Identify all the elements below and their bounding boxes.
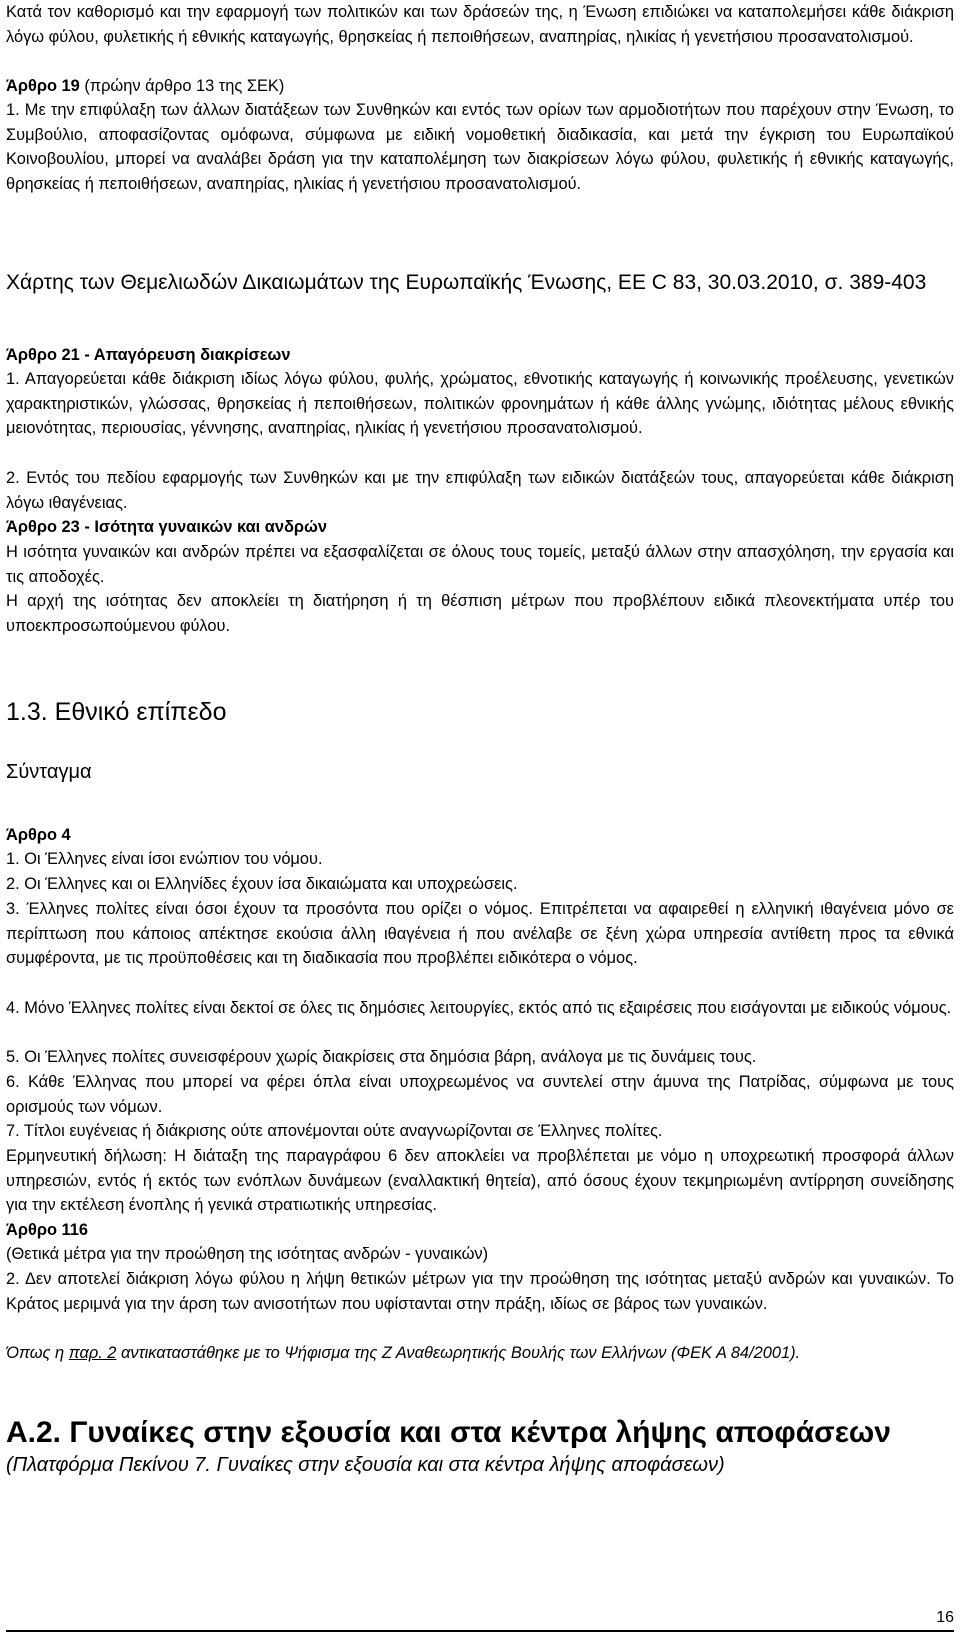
amendment-note-prefix: Όπως η xyxy=(6,1344,69,1362)
section-a2-subheading: (Πλατφόρμα Πεκίνου 7. Γυναίκες στην εξουσία και στα κέντρα λήψης αποφάσεων) xyxy=(6,1454,725,1476)
article-21-title: Άρθρο 21 - Απαγόρευση διακρίσεων xyxy=(6,346,291,364)
article-23-paragraph-2: Η αρχή της ισότητας δεν αποκλείει τη διατήρηση ή τη θέσπιση μέτρων που προβλέπουν ειδικά πλεονεκτήματα υπέρ του υποεκπροσωπούμενου φύλου. xyxy=(6,592,954,635)
national-level-heading: 1.3. Εθνικό επίπεδο xyxy=(6,698,227,726)
article-21-paragraph-1: 1. Απαγορεύεται κάθε διάκριση ιδίως λόγω φύλου, φυλής, χρώματος, εθνοτικής καταγωγής ή κοινωνικής προέλευσης, γενετικών χαρακτηριστικών, γλώσσας, θρησκείας ή πεποιθήσεων, πολιτικών φρονημάτων ή κάθε άλλης γνώμης, ιδιότητας μέλους εθνικής μειονότητας, περιουσίας, γέννησης, αναπηρίας, ηλικίας ή γενετήσιου προσανατολισμού. xyxy=(6,370,954,438)
section-a2-heading: Α.2. Γυναίκες στην εξουσία και στα κέντρα λήψης αποφάσεων xyxy=(6,1416,891,1449)
article-21-paragraph-2: 2. Εντός του πεδίου εφαρμογής των Συνθηκών και με την επιφύλαξη των ειδικών διατάξεών τους, απαγορεύεται κάθε διάκριση λόγω ιθαγένειας. xyxy=(6,469,954,512)
article-19-reference: (πρώην άρθρο 13 της ΣΕΚ) xyxy=(79,77,285,95)
amendment-note-rest: αντικαταστάθηκε με το Ψήφισμα της Ζ Αναθεωρητικής Βουλής των Ελλήνων (ΦΕΚ Α 84/2001). xyxy=(116,1344,801,1362)
article-19-heading xyxy=(6,74,954,99)
article-116-subtitle: (Θετικά μέτρα για την προώθηση της ισότητας ανδρών - γυναικών) xyxy=(6,1245,489,1263)
article-4-title: Άρθρο 4 xyxy=(6,826,71,844)
intro-paragraph: Κατά τον καθορισμό και την εφαρμογή των πολιτικών και των δράσεών της, η Ένωση επιδιώκει να καταπολεμήσει κάθε διάκριση λόγω φύλου, φυλετικής ή εθνικής καταγωγής, θρησκείας ή πεποιθήσεων, αναπηρίας, ηλικίας ή γενετήσιου προσανατολισμού. xyxy=(6,3,954,46)
page-number: 16 xyxy=(936,1609,954,1626)
interpretive-statement: Ερμηνευτική δήλωση: Η διάταξη της παραγράφου 6 δεν αποκλείει να προβλέπεται με νόμο η υποχρεωτική προσφορά άλλων υπηρεσιών, εντός ή εκτός των ενόπλων δυνάμεων (εναλλακτική θητεία), από όσους έχουν τεκμηριωμένη αντίρρηση συνείδησης για την εκτέλεση ένοπλης ή γενικά στρατιωτικής υπηρεσίας. xyxy=(6,1147,954,1215)
article-4-paragraph-2: 2. Οι Έλληνες και οι Ελληνίδες έχουν ίσα δικαιώματα και υποχρεώσεις. xyxy=(6,875,518,893)
article-4-paragraph-5: 5. Οι Έλληνες πολίτες συνεισφέρουν χωρίς διακρίσεις στα δημόσια βάρη, ανάλογα με τις δυνάμεις τους. xyxy=(6,1048,757,1066)
article-4-paragraph-6: 6. Κάθε Έλληνας που μπορεί να φέρει όπλα είναι υποχρεωμένος να συντελεί στην άμυνα της Πατρίδας, σύμφωνα με τους ορισμούς των νόμων. xyxy=(6,1073,954,1116)
charter-title: Χάρτης των Θεμελιωδών Δικαιωμάτων της Ευρωπαϊκής Ένωσης, ΕΕ C 83, 30.03.2010, σ. 389-403 xyxy=(6,271,927,294)
constitution-heading: Σύνταγμα xyxy=(6,761,92,783)
article-116-title: Άρθρο 116 xyxy=(6,1221,88,1239)
article-19-paragraph-1: 1. Με την επιφύλαξη των άλλων διατάξεων των Συνθηκών και εντός των ορίων των αρμοδιοτήτων που παρέχουν στην Ένωση, το Συμβούλιο, αποφασίζοντας ομόφωνα, σύμφωνα με ειδική νομοθετική διαδικασία, και μετά την έγκριση του Ευρωπαϊκού Κοινοβουλίου, μπορεί να αναλάβει δράση για την καταπολέμηση των διακρίσεων λόγω φύλου, φυλετικής ή εθνικής καταγωγής, θρησκείας ή πεποιθήσεων, αναπηρίας, ηλικίας ή γενετήσιου προσανατολισμού. xyxy=(6,101,954,193)
amendment-note xyxy=(6,1341,954,1366)
amendment-note-link[interactable]: παρ. 2 xyxy=(68,1344,117,1362)
article-4-paragraph-7: 7. Τίτλοι ευγένειας ή διάκρισης ούτε απονέμονται ούτε αναγνωρίζονται σε Έλληνες πολίτες. xyxy=(6,1122,663,1140)
article-4-paragraph-4: 4. Μόνο Έλληνες πολίτες είναι δεκτοί σε όλες τις δημόσιες λειτουργίες, εκτός από τις εξαιρέσεις που εισάγονται με ειδικούς νόμους. xyxy=(6,999,952,1017)
article-4-paragraph-1: 1. Οι Έλληνες είναι ίσοι ενώπιον του νόμου. xyxy=(6,850,323,868)
footer-divider xyxy=(6,1630,954,1632)
article-4-paragraph-3: 3. Έλληνες πολίτες είναι όσοι έχουν τα προσόντα που ορίζει ο νόμος. Επιτρέπεται να αφαιρεθεί η ελληνική ιθαγένεια μόνο σε περίπτωση που κάποιος απέκτησε εκούσια άλλη ιθαγένεια ή που ανέλαβε σε ξένη χώρα υπηρεσία αντίθετη προς τα εθνικά συμφέροντα, με τις προϋποθέσεις και τη διαδικασία που προβλέπει ειδικότερα ο νόμος. xyxy=(6,900,954,968)
article-19-title: Άρθρο 19 xyxy=(6,77,80,95)
article-116-paragraph-2: 2. Δεν αποτελεί διάκριση λόγω φύλου η λήψη θετικών μέτρων για την προώθηση της ισότητας μεταξύ ανδρών και γυναικών. Το Κράτος μεριμνά για την άρση των ανισοτήτων που υφίστανται στην πράξη, ιδίως σε βάρος των γυναικών. xyxy=(6,1270,954,1313)
article-23-title: Άρθρο 23 - Ισότητα γυναικών και ανδρών xyxy=(6,518,328,536)
article-23-paragraph-1: Η ισότητα γυναικών και ανδρών πρέπει να εξασφαλίζεται σε όλους τους τομείς, μεταξύ άλλων στην απασχόληση, την εργασία και τις αποδοχές. xyxy=(6,543,954,586)
